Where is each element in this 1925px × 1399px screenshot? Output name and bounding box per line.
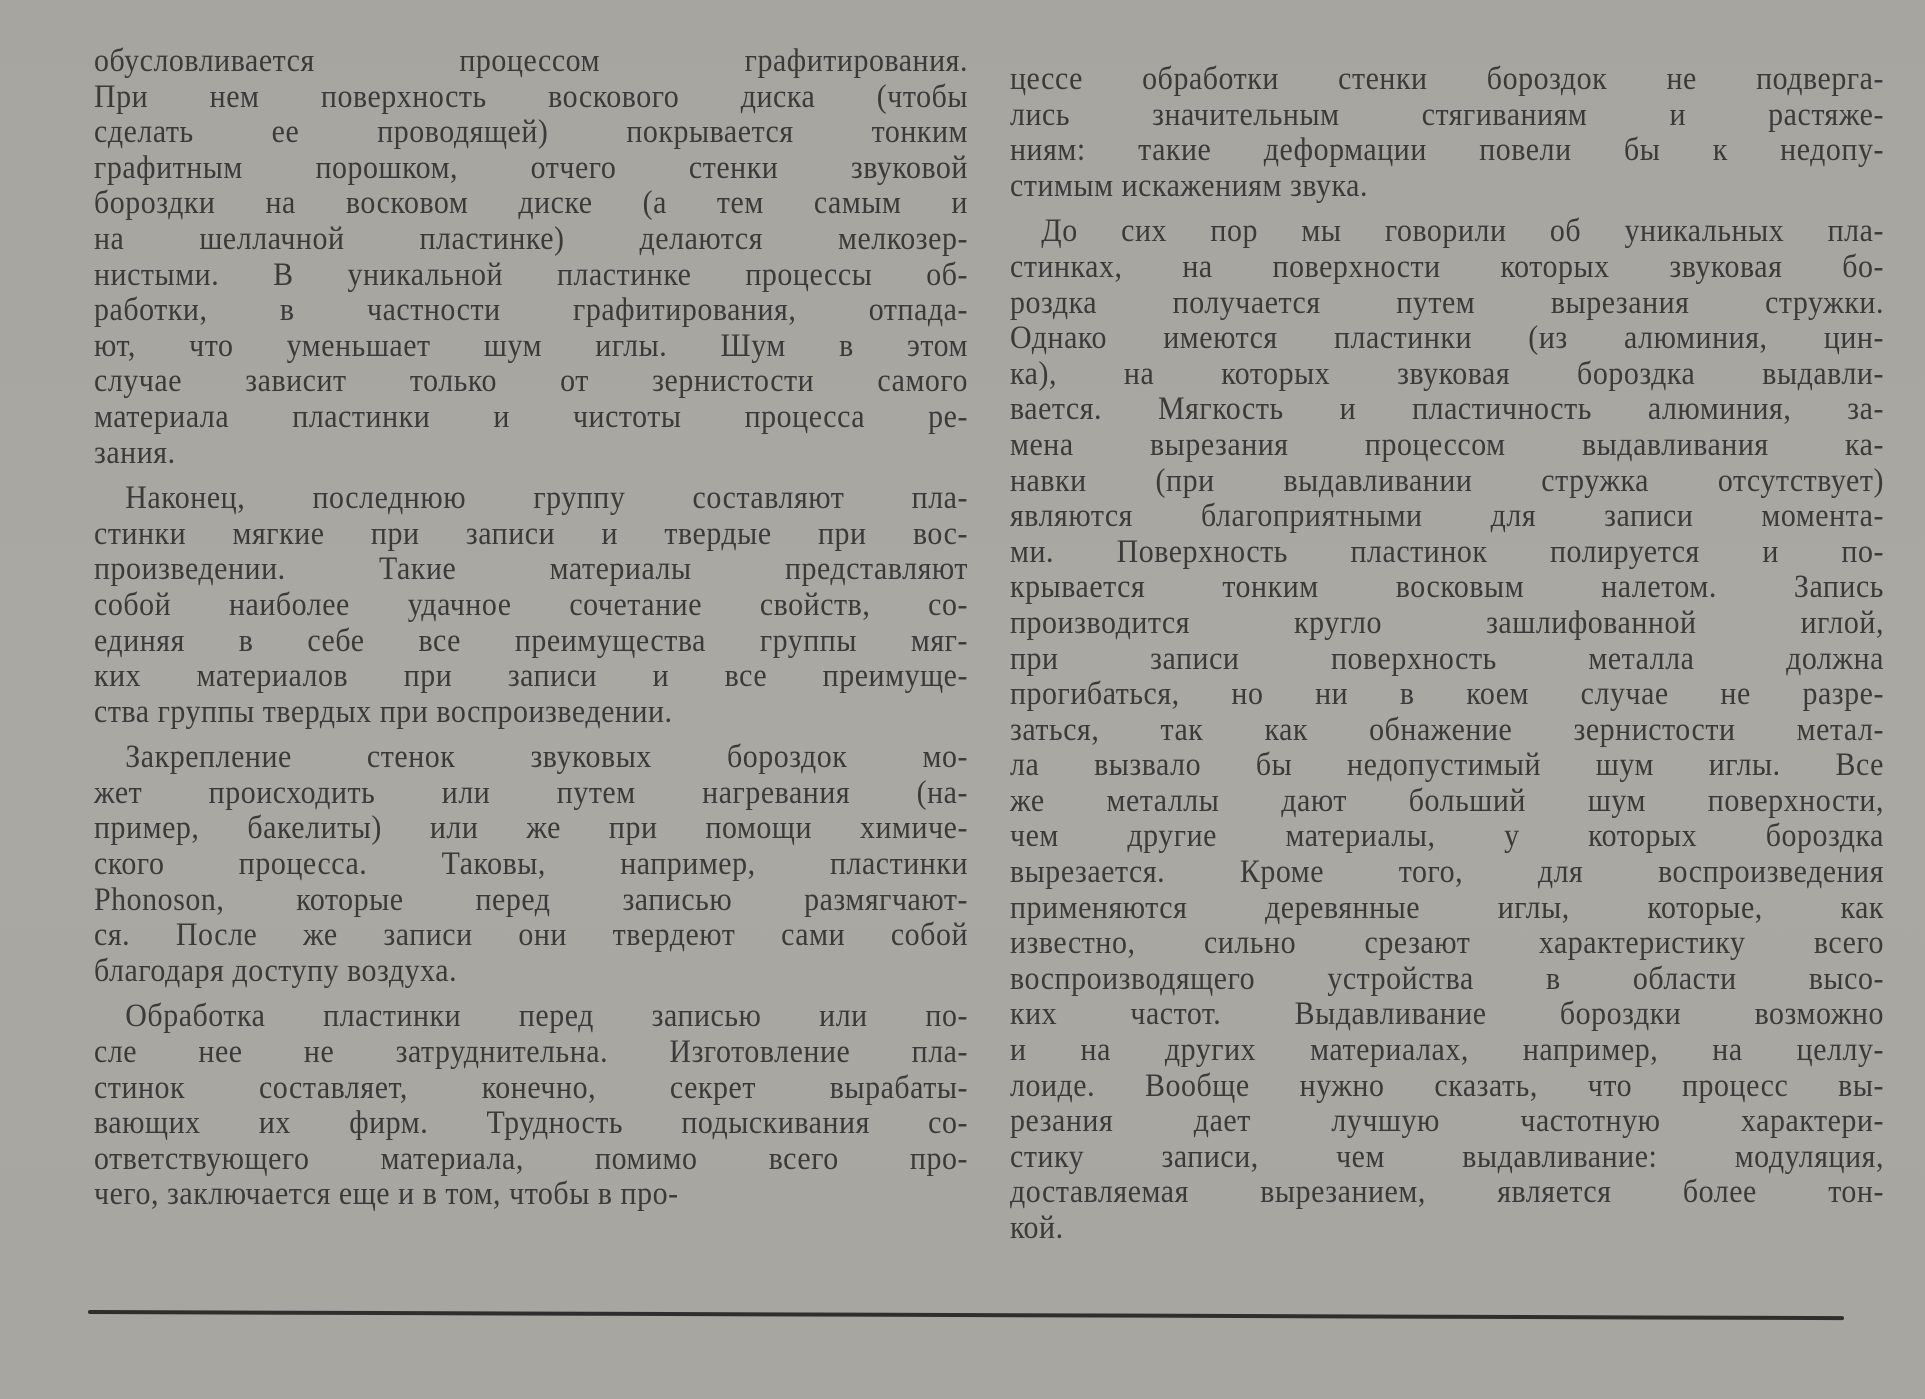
text-line: работки, в частности графитирования, отпада- bbox=[94, 292, 968, 329]
text-line: применяются деревянные иглы, которые, как bbox=[1010, 889, 1884, 926]
text-line: ответствующего материала, помимо всего про- bbox=[94, 1140, 968, 1177]
text-line: ства группы твердых при воспроизведении. bbox=[94, 693, 673, 730]
text-line: графитным порошком, отчего стенки звуковой bbox=[94, 149, 968, 186]
text-line: До сих пор мы говорили об уникальных пла- bbox=[1041, 213, 1884, 250]
text-line: ского процесса. Таковы, например, пластинки bbox=[94, 846, 968, 883]
text-line: стинок составляет, конечно, секрет вырабаты- bbox=[94, 1069, 968, 1106]
text-line: При нем поверхность воскового диска (чтобы bbox=[94, 78, 968, 115]
text-line: доставляемая вырезанием, является более тон- bbox=[1010, 1174, 1884, 1211]
text-line: при записи поверхность металла должна bbox=[1010, 640, 1884, 677]
text-line: единяя в себе все преимущества группы мяг- bbox=[94, 622, 968, 659]
text-line: сле нее не затруднительна. Изготовление пла- bbox=[94, 1034, 968, 1071]
text-line: заться, так как обнажение зернистости метал- bbox=[1010, 711, 1884, 748]
text-line: ких материалов при записи и все преимуще- bbox=[94, 658, 968, 695]
text-line: благодаря доступу воздуха. bbox=[94, 952, 458, 989]
paragraph bbox=[1010, 62, 1884, 204]
text-line: ла вызвало бы недопустимый шум иглы. Все bbox=[1010, 747, 1884, 784]
paragraph bbox=[1010, 214, 1884, 1246]
paragraph bbox=[94, 44, 968, 471]
text-line: мена вырезания процессом выдавливания ка- bbox=[1010, 426, 1884, 463]
text-line: Phonoson, которые перед записью размягчают- bbox=[94, 881, 968, 918]
text-line: ми. Поверхность пластинок полируется и по- bbox=[1010, 533, 1884, 570]
text-line: обусловливается процессом графитирования. bbox=[94, 43, 968, 79]
text-line: кой. bbox=[1010, 1210, 1064, 1246]
text-line: жет происходить или путем нагревания (на- bbox=[94, 774, 968, 811]
text-line: сделать ее проводящей) покрывается тонким bbox=[94, 114, 968, 151]
text-line: ся. После же записи они твердеют сами собой bbox=[94, 917, 968, 954]
paragraph bbox=[94, 740, 968, 989]
text-line: воспроизводящего устройства в области высо- bbox=[1010, 960, 1884, 997]
text-line: зания. bbox=[94, 434, 176, 471]
text-line: случае зависит только от зернистости самого bbox=[94, 363, 968, 400]
text-line: собой наиболее удачное сочетание свойств, со- bbox=[94, 586, 968, 623]
text-line: вается. Мягкость и пластичность алюминия, за- bbox=[1010, 391, 1884, 428]
text-line: лоиде. Вообще нужно сказать, что процесс вы- bbox=[1010, 1067, 1884, 1104]
text-line: чего, заключается еще и в том, чтобы в про- bbox=[94, 1176, 679, 1213]
text-line: ниям: такие деформации повели бы к недопу- bbox=[1010, 132, 1884, 169]
text-line: же металлы дают больший шум поверхности, bbox=[1010, 782, 1884, 819]
text-line: лись значительным стягиваниям и растяже- bbox=[1010, 96, 1884, 133]
text-line: вырезается. Кроме того, для воспроизведения bbox=[1010, 854, 1884, 891]
text-line: материала пластинки и чистоты процесса ре- bbox=[94, 398, 968, 435]
text-line: стинках, на поверхности которых звуковая бо- bbox=[1010, 248, 1884, 285]
text-line: ких частот. Выдавливание бороздки возможно bbox=[1010, 996, 1884, 1033]
text-line: стинки мягкие при записи и твердые при вос- bbox=[94, 515, 968, 552]
text-line: роздка получается путем вырезания стружки. bbox=[1010, 284, 1884, 321]
text-line: стимым искажениям звука. bbox=[1010, 167, 1368, 204]
text-line: являются благоприятными для записи момента- bbox=[1010, 498, 1884, 535]
left-text-column bbox=[94, 44, 968, 1223]
text-line: чем другие материалы, у которых бороздка bbox=[1010, 818, 1884, 855]
text-line: прогибаться, но ни в коем случае не разре- bbox=[1010, 676, 1884, 713]
text-line: Обработка пластинки перед записью или по- bbox=[125, 998, 968, 1035]
text-line: на шеллачной пластинке) делаются мелкозер- bbox=[94, 220, 968, 257]
text-line: и на других материалах, например, на целлу- bbox=[1010, 1032, 1884, 1069]
text-line: Однако имеются пластинки (из алюминия, цин- bbox=[1010, 320, 1884, 357]
paragraph bbox=[94, 481, 968, 730]
text-line: Закрепление стенок звуковых бороздок мо- bbox=[125, 739, 968, 776]
footer-rule bbox=[88, 1310, 1844, 1320]
text-line: производится кругло зашлифованной иглой, bbox=[1010, 604, 1884, 641]
text-line: известно, сильно срезают характеристику всего bbox=[1010, 925, 1884, 962]
text-line: вающих их фирм. Трудность подыскивания со- bbox=[94, 1105, 968, 1142]
text-line: стику записи, чем выдавливание: модуляция, bbox=[1010, 1138, 1884, 1175]
text-line: произведении. Такие материалы представляют bbox=[94, 551, 968, 588]
text-line: ют, что уменьшает шум иглы. Шум в этом bbox=[94, 327, 968, 364]
text-line: крывается тонким восковым налетом. Запись bbox=[1010, 569, 1884, 606]
text-line: навки (при выдавливании стружка отсутствует) bbox=[1010, 462, 1884, 499]
text-line: ка), на которых звуковая бороздка выдавли- bbox=[1010, 355, 1884, 392]
text-line: пример, бакелиты) или же при помощи химиче- bbox=[94, 810, 968, 847]
text-line: резания дает лучшую частотную характери- bbox=[1010, 1103, 1884, 1140]
text-line: бороздки на восковом диске (а тем самым и bbox=[94, 185, 968, 222]
paragraph bbox=[94, 999, 968, 1213]
text-line: Наконец, последнюю группу составляют пла- bbox=[125, 480, 968, 517]
text-line: нистыми. В уникальной пластинке процессы об- bbox=[94, 256, 968, 293]
text-line: цессе обработки стенки бороздок не подверга- bbox=[1010, 61, 1884, 97]
right-text-column bbox=[1010, 62, 1884, 1257]
